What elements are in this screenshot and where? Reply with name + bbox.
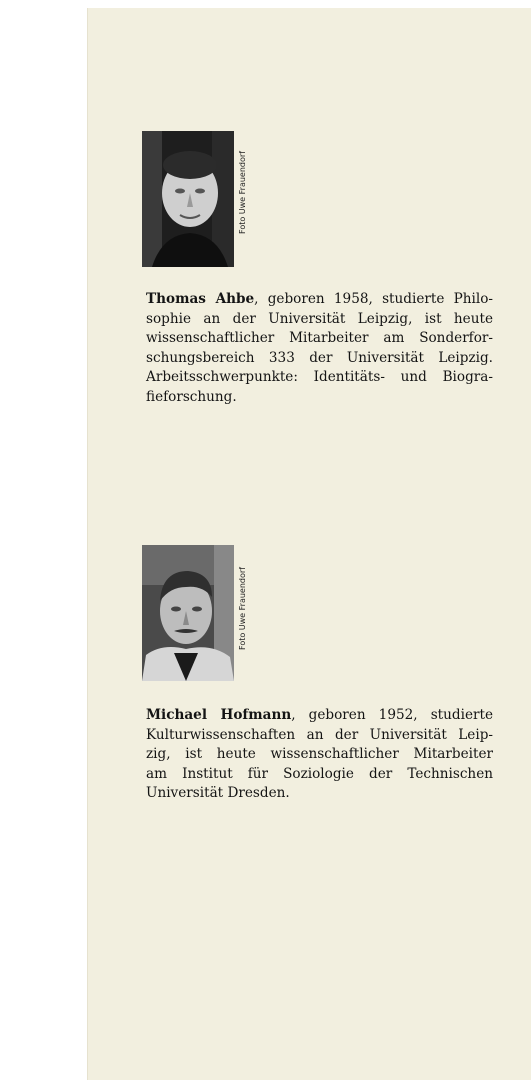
author-name: Michael Hofmann bbox=[146, 707, 292, 723]
author-name: Thomas Ahbe bbox=[146, 291, 255, 307]
author-photo-michael-hofmann bbox=[142, 545, 234, 681]
author-photo-thomas-ahbe bbox=[142, 131, 234, 267]
portrait-image bbox=[142, 131, 234, 267]
author-bio-thomas-ahbe: Thomas Ahbe, geboren 1958, studierte Philo- sophie an der Universität Leipzig, ist heute wissenschaftlicher Mitarbeiter am Sonderfor- schungsbereich 333 der Universität Leipzig. Arbeitsschwerpunkte: Identitäts- und Biogra- fieforschung. bbox=[146, 291, 493, 405]
author-bio-michael-hofmann: Michael Hofmann, geboren 1952, studierte Kulturwissenschaften an der Universität Leip- zig, ist heute wissenschaftlicher Mitarbeiter am Institut für Soziologie der Technischen Universität Dresden. bbox=[146, 707, 493, 801]
portrait-image bbox=[142, 545, 234, 681]
photo-credit: Foto Uwe Frauendorf bbox=[238, 151, 247, 234]
photo-credit: Foto Uwe Frauendorf bbox=[238, 567, 247, 650]
